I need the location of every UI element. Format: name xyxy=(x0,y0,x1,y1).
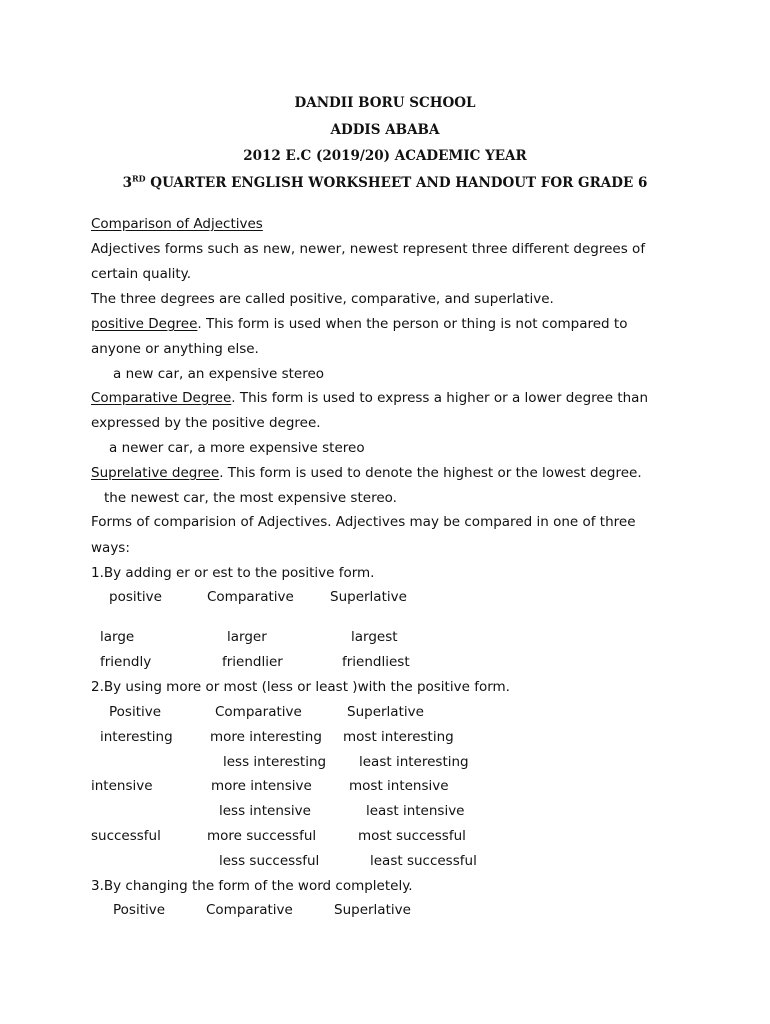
comparative-degree-definition xyxy=(91,389,648,407)
comparative-example: a newer car, a more expensive stereo xyxy=(109,440,365,456)
table-cell: less intensive xyxy=(219,803,311,819)
table-cell: friendlier xyxy=(222,654,283,670)
table-header: Superlative xyxy=(330,589,407,605)
table-cell: more successful xyxy=(207,828,317,844)
table-cell: larger xyxy=(227,629,267,645)
table-cell: friendliest xyxy=(342,654,410,670)
table-cell: least successful xyxy=(370,853,477,869)
table-header: positive xyxy=(109,589,162,605)
worksheet-ordinal: RD xyxy=(132,173,146,184)
city-name: ADDIS ABABA xyxy=(330,122,440,138)
superlative-degree-term: Suprelative degree xyxy=(91,465,220,481)
table-cell: less successful xyxy=(219,853,320,869)
table-cell: less interesting xyxy=(223,754,327,770)
intro-line: certain quality. xyxy=(91,266,191,282)
table-header: Superlative xyxy=(334,902,411,918)
table-cell: least intensive xyxy=(366,803,465,819)
table-cell: successful xyxy=(91,828,161,844)
positive-degree-desc: . This form is used when the person or thing is not compared to xyxy=(197,316,628,332)
table-header: Comparative xyxy=(215,704,302,720)
table-cell: most intensive xyxy=(349,778,449,794)
table-cell: most successful xyxy=(358,828,466,844)
table-cell: more interesting xyxy=(210,729,322,745)
positive-degree-definition xyxy=(91,315,627,333)
method-two: 2.By using more or most (less or least )with the positive form. xyxy=(91,679,510,695)
table-cell: friendly xyxy=(100,654,152,670)
section-heading: Comparison of Adjectives xyxy=(91,216,263,232)
worksheet-title xyxy=(0,175,770,191)
superlative-degree-desc: . This form is used to denote the highest or the lowest degree. xyxy=(219,465,642,481)
table-cell: large xyxy=(100,629,135,645)
method-one: 1.By adding er or est to the positive form. xyxy=(91,565,375,581)
worksheet-number: 3 xyxy=(122,175,133,191)
superlative-example: the newest car, the most expensive stereo. xyxy=(104,490,397,506)
table-cell: more intensive xyxy=(211,778,312,794)
intro-line: Adjectives forms such as new, newer, newest represent three different degrees of xyxy=(91,241,646,257)
table-cell: interesting xyxy=(100,729,173,745)
table-header: Positive xyxy=(109,704,162,720)
forms-line: Forms of comparision of Adjectives. Adjectives may be compared in one of three xyxy=(91,514,636,530)
table-header: Superlative xyxy=(347,704,424,720)
comparative-degree-desc: . This form is used to express a higher or a lower degree than xyxy=(231,390,649,406)
forms-line: ways: xyxy=(91,540,130,556)
worksheet-title-text: QUARTER ENGLISH WORKSHEET AND HANDOUT FOR GRADE 6 xyxy=(145,175,648,191)
comparative-degree-desc-cont: expressed by the positive degree. xyxy=(91,415,321,431)
positive-degree-term: positive Degree xyxy=(91,316,198,332)
table-cell: largest xyxy=(351,629,398,645)
table-header: Comparative xyxy=(207,589,294,605)
table-header: Comparative xyxy=(206,902,293,918)
table-cell: least interesting xyxy=(359,754,469,770)
table-cell: most interesting xyxy=(343,729,454,745)
method-three: 3.By changing the form of the word completely. xyxy=(91,878,413,894)
superlative-degree-definition xyxy=(91,464,642,482)
table-header: Positive xyxy=(113,902,166,918)
table-cell: intensive xyxy=(91,778,153,794)
positive-degree-desc-cont: anyone or anything else. xyxy=(91,341,259,357)
academic-year: 2012 E.C (2019/20) ACADEMIC YEAR xyxy=(243,148,527,164)
school-name: DANDII BORU SCHOOL xyxy=(294,95,476,111)
comparative-degree-term: Comparative Degree xyxy=(91,390,232,406)
intro-line: The three degrees are called positive, comparative, and superlative. xyxy=(91,291,554,307)
positive-example: a new car, an expensive stereo xyxy=(113,366,325,382)
